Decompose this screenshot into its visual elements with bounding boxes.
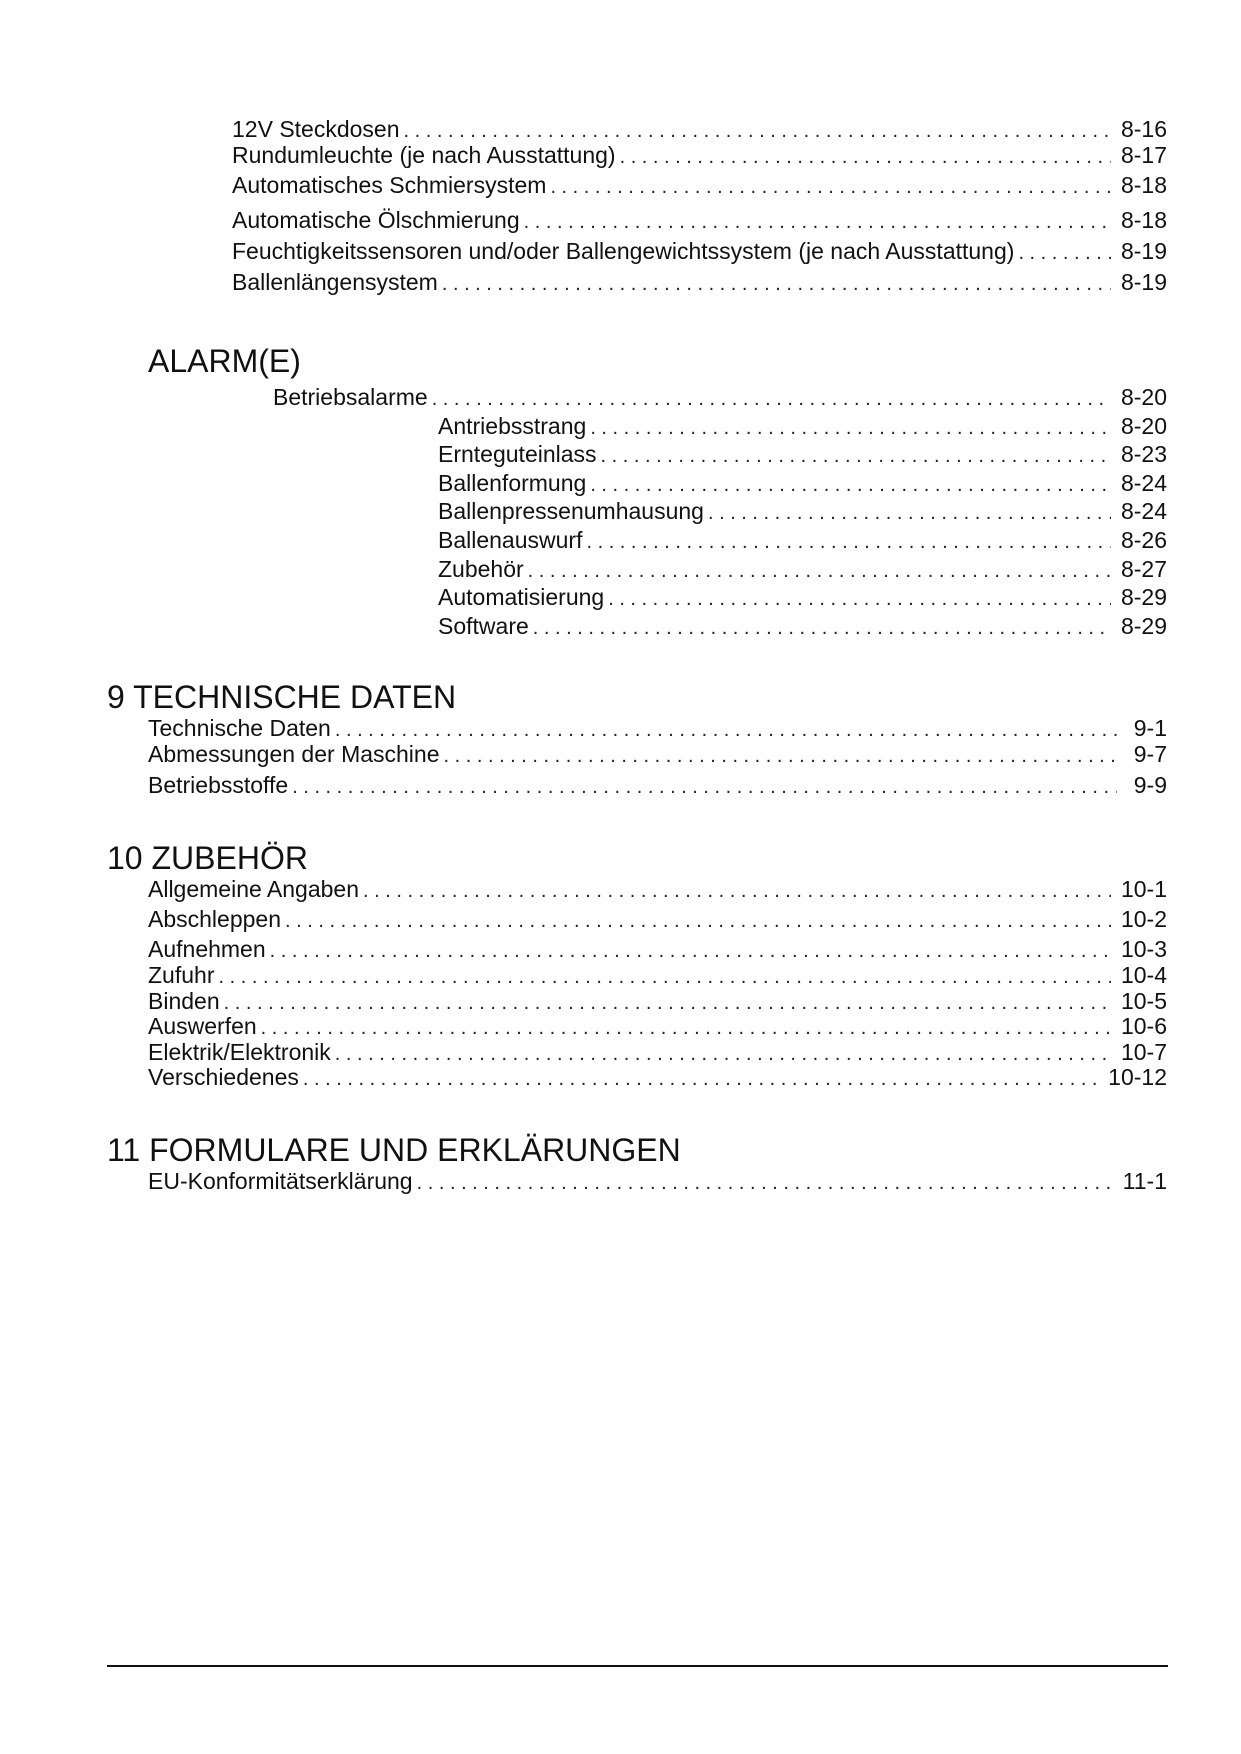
chapter-9-heading: 9 TECHNISCHE DATEN: [107, 679, 457, 715]
toc-entry-page: 8-17: [1120, 142, 1167, 168]
toc-entry[interactable]: [438, 556, 1167, 582]
toc-entry-label: Automatische Ölschmierung: [232, 207, 520, 233]
dot-leader: [363, 878, 1111, 904]
toc-entry[interactable]: [148, 1013, 1167, 1039]
toc-entry-label: Ballenpressenumhausung: [438, 498, 704, 524]
toc-entry-page: 8-23: [1120, 441, 1167, 467]
toc-entry-page: 8-18: [1120, 207, 1167, 233]
dot-leader: [285, 908, 1111, 934]
toc-entry-label: Ballenlängensystem: [232, 269, 438, 295]
toc-entry-label: Ernteguteinlass: [438, 441, 597, 467]
toc-entry[interactable]: [148, 876, 1167, 902]
toc-entry-page: 9-7: [1133, 741, 1167, 767]
toc-entry[interactable]: [438, 613, 1167, 639]
dot-leader: [608, 586, 1111, 612]
toc-entry-page: 8-19: [1120, 238, 1167, 264]
toc-entry-page: 8-20: [1120, 384, 1167, 410]
toc-entry[interactable]: [232, 172, 1167, 198]
dot-leader: [1018, 240, 1111, 266]
toc-entry-page: 8-19: [1120, 269, 1167, 295]
toc-entry-label: Abschleppen: [148, 906, 281, 932]
toc-entry-label: Binden: [148, 988, 220, 1014]
dot-leader: [524, 209, 1111, 235]
dot-leader: [590, 415, 1111, 441]
toc-entry[interactable]: [148, 1039, 1167, 1065]
toc-entry-page: 10-6: [1120, 1013, 1167, 1039]
toc-entry-label: Abmessungen der Maschine: [148, 741, 440, 767]
toc-entry-page: 9-1: [1133, 715, 1167, 741]
toc-entry-page: 10-4: [1120, 962, 1167, 988]
toc-entry-label: Rundumleuchte (je nach Ausstattung): [232, 142, 616, 168]
dot-leader: [404, 118, 1111, 144]
toc-entry[interactable]: [438, 498, 1167, 524]
toc-entry-page: 8-29: [1120, 584, 1167, 610]
alarm-heading: ALARM(E): [148, 343, 301, 379]
dot-leader: [442, 271, 1111, 297]
toc-entry-label: Allgemeine Angaben: [148, 876, 359, 902]
toc-entry[interactable]: [148, 772, 1167, 798]
toc-entry[interactable]: [148, 715, 1167, 741]
toc-entry-label: 12V Steckdosen: [232, 116, 400, 142]
toc-entry-label: EU-Konformitätserklärung: [148, 1168, 413, 1194]
toc-entry[interactable]: [438, 584, 1167, 610]
dot-leader: [417, 1170, 1113, 1196]
dot-leader: [590, 472, 1111, 498]
toc-entry-label: Feuchtigkeitssensoren und/oder Ballengewichtssystem (je nach Ausstattung): [232, 238, 1015, 264]
chapter-10-heading: 10 ZUBEHÖR: [107, 840, 308, 876]
dot-leader: [586, 529, 1110, 555]
toc-entry-label: Ballenauswurf: [438, 527, 583, 553]
toc-entry-label: Zufuhr: [148, 962, 215, 988]
toc-entry-page: 8-16: [1120, 116, 1167, 142]
toc-entry[interactable]: [438, 441, 1167, 467]
dot-leader: [708, 500, 1111, 526]
toc-entry-page: 8-27: [1120, 556, 1167, 582]
toc-entry[interactable]: [148, 1168, 1167, 1194]
toc-entry[interactable]: [232, 142, 1167, 168]
toc-entry-page: 10-7: [1120, 1039, 1167, 1065]
toc-entry[interactable]: [232, 238, 1167, 264]
chapter-11-heading: 11 FORMULARE UND ERKLÄRUNGEN: [107, 1132, 681, 1168]
toc-entry-label: Technische Daten: [148, 715, 331, 741]
toc-entry[interactable]: [148, 936, 1167, 962]
dot-leader: [444, 743, 1118, 769]
dot-leader: [261, 1015, 1111, 1041]
toc-entry-page: 8-26: [1120, 527, 1167, 553]
toc-entry-label: Betriebsalarme: [273, 384, 428, 410]
dot-leader: [432, 386, 1111, 412]
toc-entry[interactable]: [438, 527, 1167, 553]
toc-entry-page: 10-3: [1120, 936, 1167, 962]
toc-entry-label: Verschiedenes: [148, 1064, 299, 1090]
dot-leader: [533, 615, 1111, 641]
toc-entry-betriebsalarme[interactable]: [273, 384, 1167, 410]
dot-leader: [528, 558, 1111, 584]
toc-entry-label: Elektrik/Elektronik: [148, 1039, 331, 1065]
dot-leader: [270, 938, 1111, 964]
toc-entry-page: 10-5: [1120, 988, 1167, 1014]
toc-entry-label: Antriebsstrang: [438, 413, 587, 439]
toc-entry[interactable]: [232, 207, 1167, 233]
toc-entry[interactable]: [232, 116, 1167, 142]
toc-entry-label: Zubehör: [438, 556, 524, 582]
footer-divider: [107, 1665, 1168, 1667]
toc-entry-label: Automatisches Schmiersystem: [232, 172, 547, 198]
toc-entry[interactable]: [438, 413, 1167, 439]
toc-entry-page: 10-12: [1108, 1064, 1167, 1090]
toc-entry-page: 10-1: [1120, 876, 1167, 902]
toc-entry-label: Ballenformung: [438, 470, 587, 496]
toc-entry[interactable]: [438, 470, 1167, 496]
toc-entry-label: Automatisierung: [438, 584, 605, 610]
toc-entry-page: 11-1: [1122, 1168, 1167, 1194]
toc-entry-label: Auswerfen: [148, 1013, 257, 1039]
dot-leader: [303, 1066, 1098, 1092]
toc-entry[interactable]: [232, 269, 1167, 295]
toc-entry-page: 8-24: [1120, 470, 1167, 496]
dot-leader: [550, 174, 1111, 200]
toc-entry[interactable]: [148, 906, 1167, 932]
toc-entry[interactable]: [148, 741, 1167, 767]
toc-entry-page: 8-20: [1120, 413, 1167, 439]
toc-entry-page: 9-9: [1133, 772, 1167, 798]
toc-entry[interactable]: [148, 988, 1167, 1014]
dot-leader: [620, 144, 1111, 170]
toc-entry-label: Aufnehmen: [148, 936, 266, 962]
dot-leader: [601, 443, 1111, 469]
dot-leader: [218, 964, 1110, 990]
toc-entry[interactable]: [148, 1064, 1167, 1090]
toc-entry[interactable]: [148, 962, 1167, 988]
toc-entry-page: 8-18: [1120, 172, 1167, 198]
toc-entry-page: 10-2: [1120, 906, 1167, 932]
toc-entry-page: 8-29: [1120, 613, 1167, 639]
toc-entry-page: 8-24: [1120, 498, 1167, 524]
dot-leader: [292, 774, 1117, 800]
toc-entry-label: Software: [438, 613, 529, 639]
dot-leader: [335, 717, 1117, 743]
toc-entry-label: Betriebsstoffe: [148, 772, 289, 798]
